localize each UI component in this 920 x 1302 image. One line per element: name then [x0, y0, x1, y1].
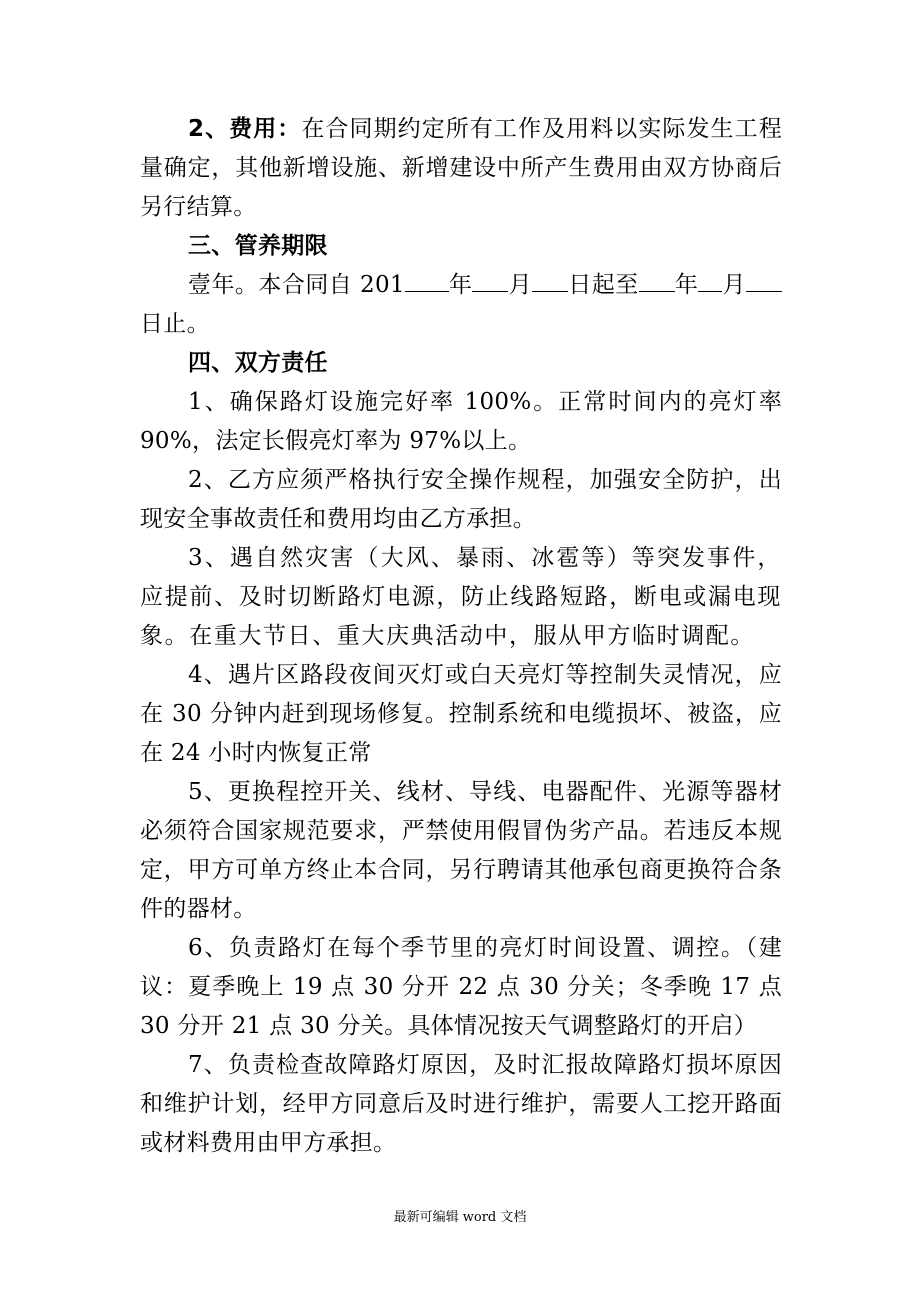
term-part-6: 月 [722, 272, 746, 298]
term-month-end-blank [698, 269, 722, 292]
term-part-1: 壹年。本合同自 201 [188, 272, 405, 298]
term-clause [140, 266, 782, 344]
term-year-start-blank [405, 269, 449, 292]
fee-clause [140, 110, 782, 227]
term-year-end-blank [639, 269, 675, 292]
term-month-start-blank [472, 269, 508, 292]
term-part-5: 年 [674, 272, 699, 298]
section-4-title: 四、双方责任 [188, 350, 328, 376]
responsibility-item-4: 4、遇片区路段夜间灭灯或白天亮灯等控制失灵情况，应在 30 分钟内赶到现场修复。控制系统和电缆损坏、被盗，应在 24 小时内恢复正常 [140, 662, 782, 766]
responsibility-item-7: 7、负责检查故障路灯原因，及时汇报故障路灯损坏原因和维护计划，经甲方同意后及时进行维护，需要人工挖开路面或材料费用由甲方承担。 [140, 1052, 782, 1156]
document-body [140, 110, 782, 1163]
term-part-4: 日起至 [568, 272, 639, 298]
responsibility-item-6: 6、负责路灯在每个季节里的亮灯时间设置、调控。（建议：夏季晚上 19 点 30 分开 22 点 30 分关；冬季晚 17 点 30 分开 21 点 30 分关。具体情况按天气调整路灯的开启） [140, 935, 782, 1039]
term-day-start-blank [532, 269, 568, 292]
fee-clause-label: 2、费用： [188, 116, 302, 142]
fee-clause-text: 在合同期约定所有工作及用料以实际发生工程量确定，其他新增设施、新增建设中所产生费用由双方协商后另行结算。 [140, 116, 782, 220]
term-day-end-blank [746, 269, 782, 292]
section-3-title: 三、管养期限 [188, 233, 328, 259]
responsibility-item-5: 5、更换程控开关、线材、导线、电器配件、光源等器材必须符合国家规范要求，严禁使用假冒伪劣产品。若违反本规定，甲方可单方终止本合同，另行聘请其他承包商更换符合条件的器材。 [140, 779, 782, 922]
term-part-7: 日止。 [140, 311, 210, 337]
responsibility-item-3: 3、遇自然灾害（大风、暴雨、冰雹等）等突发事件，应提前、及时切断路灯电源，防止线路短路，断电或漏电现象。在重大节日、重大庆典活动中，服从甲方临时调配。 [140, 545, 782, 649]
responsibility-item-1: 1、确保路灯设施完好率 100%。正常时间内的亮灯率 90%，法定长假亮灯率为 97%以上。 [140, 389, 782, 454]
term-part-3: 月 [508, 272, 533, 298]
page-footer: 最新可编辑 word 文档 [393, 1210, 527, 1225]
term-part-2: 年 [448, 272, 473, 298]
responsibility-item-2: 2、乙方应须严格执行安全操作规程，加强安全防护，出现安全事故责任和费用均由乙方承担。 [140, 467, 782, 532]
